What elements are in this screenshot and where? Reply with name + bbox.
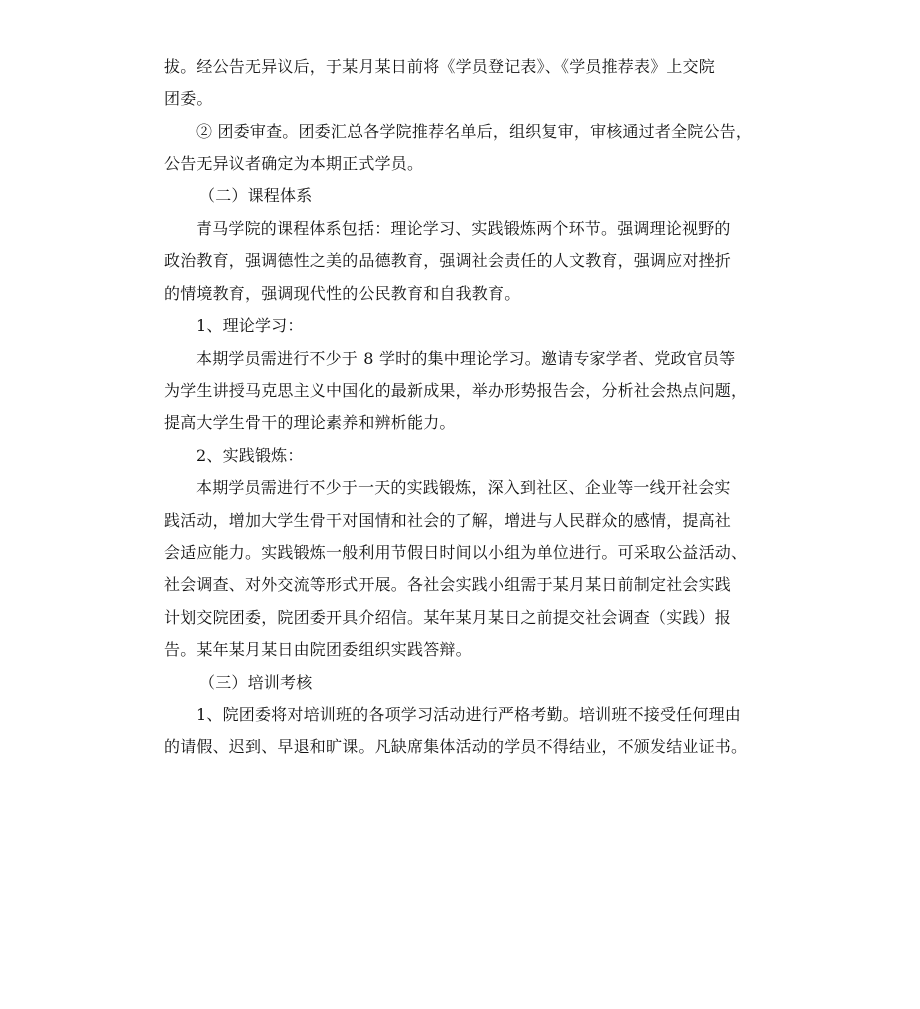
paragraph-line: 政治教育，强调德性之美的品德教育，强调社会责任的人文教育，强调应对挫折 (164, 251, 732, 270)
section-heading: （三）培训考核 (199, 673, 313, 692)
section-heading: （二）课程体系 (199, 186, 313, 205)
paragraph-line: 本期学员需进行不少于 8 学时的集中理论学习。邀请专家学者、党政官员等 (196, 349, 736, 368)
paragraph-line: 社会调查、对外交流等形式开展。各社会实践小组需于某月某日前制定社会实践 (164, 575, 732, 594)
paragraph-line: 公告无异议者确定为本期正式学员。 (164, 154, 424, 173)
paragraph-line: 青马学院的课程体系包括：理论学习、实践锻炼两个环节。强调理论视野的 (196, 219, 731, 238)
paragraph-line: 的情境教育，强调现代性的公民教育和自我教育。 (164, 284, 521, 303)
paragraph-line: 为学生讲授马克思主义中国化的最新成果，举办形势报告会，分析社会热点问题， (164, 381, 748, 400)
subsection-heading: 2、实践锻炼： (196, 446, 304, 465)
paragraph-line: 团委。 (164, 89, 213, 108)
paragraph-line: 的请假、迟到、早退和旷课。凡缺席集体活动的学员不得结业，不颁发结业证书。 (164, 737, 748, 756)
paragraph-line: 本期学员需进行不少于一天的实践锻炼，深入到社区、企业等一线开社会实 (196, 478, 731, 497)
paragraph-line: 告。某年某月某日由院团委组织实践答辩。 (164, 640, 472, 659)
subsection-heading: 1、理论学习： (196, 316, 304, 335)
paragraph-line: 提高大学生骨干的理论素养和辨析能力。 (164, 413, 456, 432)
paragraph-line: 拔。经公告无异议后，于某月某日前将《学员登记表》、《学员推荐表》上交院 (164, 57, 716, 76)
paragraph-line: 践活动，增加大学生骨干对国情和社会的了解，增进与人民群众的感情，提高社 (164, 511, 732, 530)
paragraph-line: 会适应能力。实践锻炼一般利用节假日时间以小组为单位进行。可采取公益活动、 (164, 543, 748, 562)
paragraph-line: 1、院团委将对培训班的各项学习活动进行严格考勤。培训班不接受任何理由 (196, 705, 741, 724)
paragraph-line: 计划交院团委，院团委开具介绍信。某年某月某日之前提交社会调查（实践）报 (164, 608, 732, 627)
paragraph-line: ② 团委审查。团委汇总各学院推荐名单后，组织复审，审核通过者全院公告， (196, 122, 753, 141)
